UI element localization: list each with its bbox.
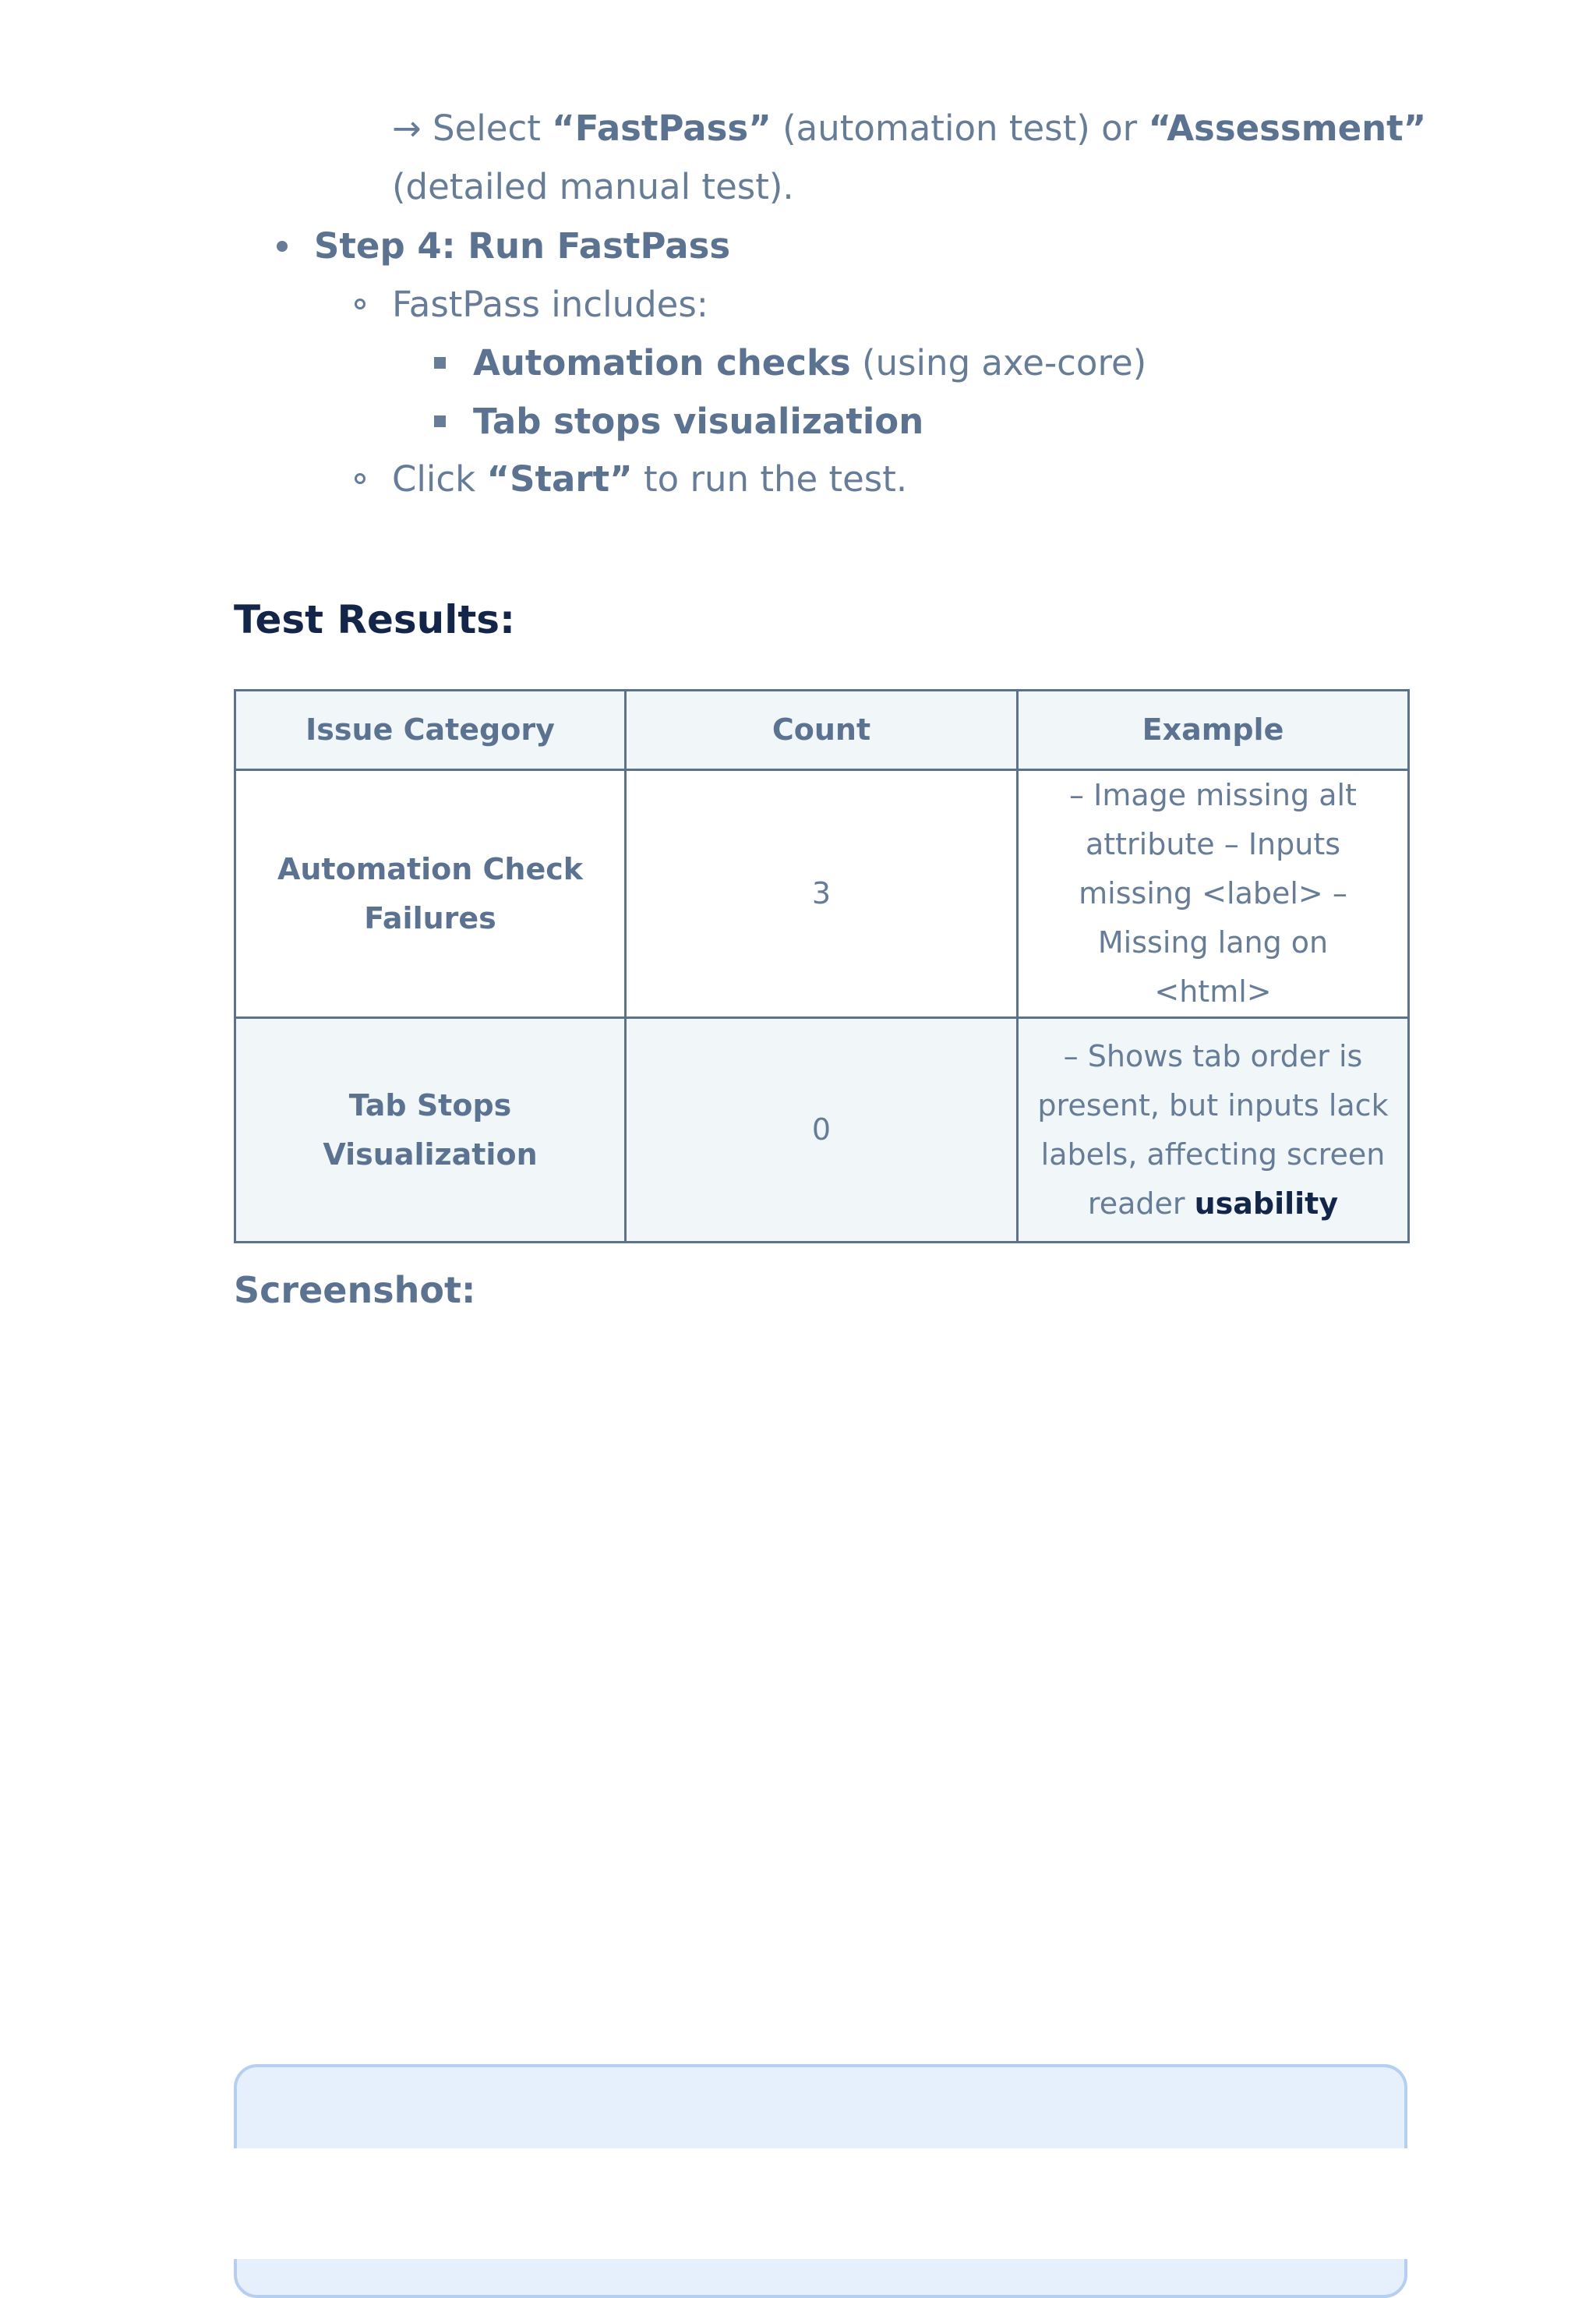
table-row [235, 1018, 1409, 1243]
intro-select-text: → Select [392, 108, 553, 149]
count-cell: 0 [626, 1018, 1018, 1243]
fastpass-option-text: “FastPass” [552, 108, 772, 149]
include-item-tab-stops [473, 398, 923, 445]
example-text: – Shows tab order is present, but inputs lack labels, affecting screen reader [1037, 1038, 1389, 1221]
example-cell [1018, 770, 1409, 1018]
test-results-table [234, 689, 1410, 1243]
test-results-heading: Test Results: [234, 597, 516, 642]
bullet-square-icon [434, 357, 446, 369]
intro-line-1 [392, 105, 1426, 152]
start-label-text: “Start” [486, 458, 633, 500]
step4-title-text: Step 4: Run FastPass [314, 225, 731, 267]
bullet-dot-icon [277, 241, 288, 252]
include-item-bold: Tab stops visualization [473, 401, 924, 442]
column-header-count: Count [626, 691, 1018, 770]
click-start-instruction [392, 456, 907, 503]
include-item-rest: (using axe-core) [850, 342, 1147, 384]
click-prefix-text: Click [392, 458, 487, 500]
table-row [235, 770, 1409, 1018]
intro-line-2: (detailed manual test). [392, 166, 794, 207]
bullet-square-icon [434, 415, 446, 427]
column-header-example: Example [1018, 691, 1409, 770]
assessment-option-text: “Assessment” [1148, 108, 1427, 149]
include-item-bold: Automation checks [473, 342, 851, 384]
intro-middle-text: (automation test) or [771, 108, 1149, 149]
count-cell: 3 [626, 770, 1018, 1018]
example-cell [1018, 1018, 1409, 1243]
issue-category-cell: Tab Stops Visualization [235, 1018, 626, 1243]
screenshot-heading: Screenshot: [234, 1269, 476, 1311]
bullet-circle-icon [355, 473, 365, 484]
table-header-row [235, 691, 1409, 770]
step4-title [314, 223, 730, 270]
click-suffix-text: to run the test. [632, 458, 908, 500]
example-text: – Image missing alt attribute – Inputs missing <label> – Missing lang on <html> [1069, 778, 1357, 1009]
column-header-issue-category: Issue Category [235, 691, 626, 770]
page-bottom-margin [0, 2148, 1596, 2259]
issue-category-cell: Automation Check Failures [235, 770, 626, 1018]
include-item-automation-checks [473, 340, 1146, 387]
example-bold-text: usability [1194, 1186, 1339, 1221]
fastpass-includes-label: FastPass includes: [392, 284, 708, 325]
bullet-circle-icon [355, 299, 365, 309]
